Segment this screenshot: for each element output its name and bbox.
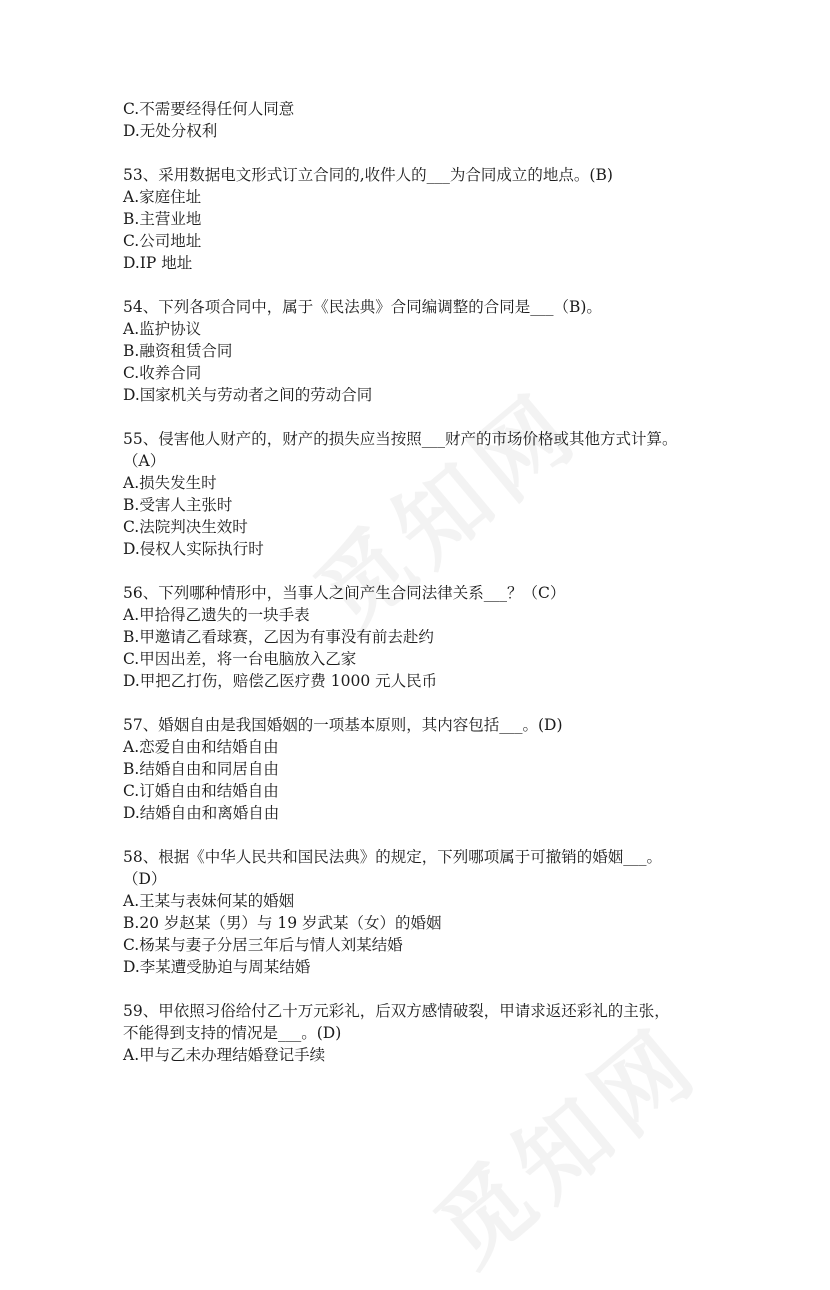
option-line: B.受害人主张时 <box>123 496 233 514</box>
option-line: D.无处分权利 <box>123 122 218 140</box>
question-text-cont: 不能得到支持的情况是___。(D) <box>123 1024 342 1042</box>
option-line: C.公司地址 <box>123 232 202 250</box>
option-line: A.甲与乙未办理结婚登记手续 <box>123 1046 326 1064</box>
option-line: D.李某遭受胁迫与周某结婚 <box>123 958 311 976</box>
option-line: D.侵权人实际执行时 <box>123 540 264 558</box>
option-line: A.甲拾得乙遗失的一块手表 <box>123 606 310 624</box>
option-line: D.甲把乙打伤，赔偿乙医疗费 1000 元人民币 <box>123 672 438 690</box>
option-line: C.甲因出差，将一台电脑放入乙家 <box>123 650 357 668</box>
question-text: 56、下列哪种情形中，当事人之间产生合同法律关系___？（C） <box>123 584 566 602</box>
option-line: C.法院判决生效时 <box>123 518 248 536</box>
option-line: C.不需要经得任何人同意 <box>123 100 295 118</box>
question-58 <box>123 846 723 978</box>
question-text: 57、婚姻自由是我国婚姻的一项基本原则，其内容包括___。(D) <box>123 716 563 734</box>
option-line: A.王某与表妹何某的婚姻 <box>123 892 295 910</box>
question-57 <box>123 714 723 824</box>
option-line: A.监护协议 <box>123 320 202 338</box>
question-text: 55、侵害他人财产的，财产的损失应当按照___财产的市场价格或其他方式计算。 <box>123 430 678 448</box>
question-text: 53、采用数据电文形式订立合同的,收件人的___为合同成立的地点。(B) <box>123 166 613 184</box>
continuation-options <box>123 98 723 142</box>
question-answer: （D） <box>123 870 167 888</box>
option-line: A.损失发生时 <box>123 474 217 492</box>
option-line: B.甲邀请乙看球赛，乙因为有事没有前去赴约 <box>123 628 434 646</box>
option-line: D.国家机关与劳动者之间的劳动合同 <box>123 386 373 404</box>
option-line: B.融资租赁合同 <box>123 342 233 360</box>
question-text: 54、下列各项合同中，属于《民法典》合同编调整的合同是___（B)。 <box>123 298 602 316</box>
option-line: A.恋爱自由和结婚自由 <box>123 738 279 756</box>
question-56 <box>123 582 723 692</box>
option-line: C.杨某与妻子分居三年后与情人刘某结婚 <box>123 936 403 954</box>
document-body <box>123 98 723 1066</box>
question-59 <box>123 1000 723 1066</box>
option-line: B.20 岁赵某（男）与 19 岁武某（女）的婚姻 <box>123 914 442 932</box>
question-text: 58、根据《中华人民共和国民法典》的规定，下列哪项属于可撤销的婚姻___。 <box>123 848 662 866</box>
option-line: A.家庭住址 <box>123 188 202 206</box>
option-line: D.IP 地址 <box>123 254 193 272</box>
question-answer: （A） <box>123 452 166 470</box>
option-line: C.收养合同 <box>123 364 202 382</box>
question-55 <box>123 428 723 560</box>
option-line: C.订婚自由和结婚自由 <box>123 782 279 800</box>
question-text: 59、甲依照习俗给付乙十万元彩礼，后双方感情破裂，甲请求返还彩礼的主张， <box>123 1002 670 1020</box>
option-line: B.主营业地 <box>123 210 202 228</box>
option-line: B.结婚自由和同居自由 <box>123 760 279 778</box>
question-53 <box>123 164 723 274</box>
question-54 <box>123 296 723 406</box>
option-line: D.结婚自由和离婚自由 <box>123 804 280 822</box>
